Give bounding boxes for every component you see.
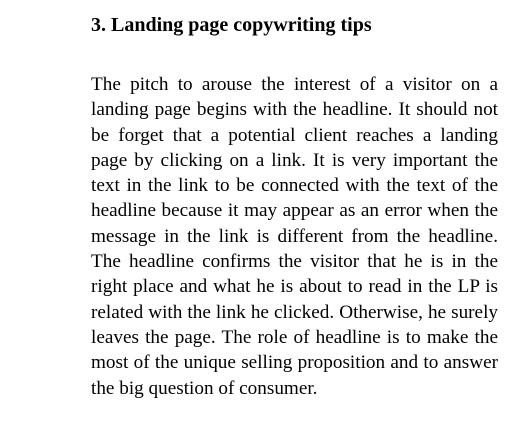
document-page	[91, 0, 498, 401]
section-heading: 3. Landing page copywriting tips	[91, 14, 372, 36]
body-paragraph: The pitch to arouse the interest of a visitor on a landing page begins with the headline. It should not be forget that a potential client reaches a landing page by clicking on a link. It is very important the text in the link to be connected with the text of the headline because it may appear as an error when the message in the link is different from the headline. The headline confirms the visitor that he is in the right place and what he is about to read in the LP is related with the link he clicked. Otherwise, he surely leaves the page. The role of headline is to make the most of the unique selling proposition and to answer the big question of consumer.	[91, 74, 498, 399]
